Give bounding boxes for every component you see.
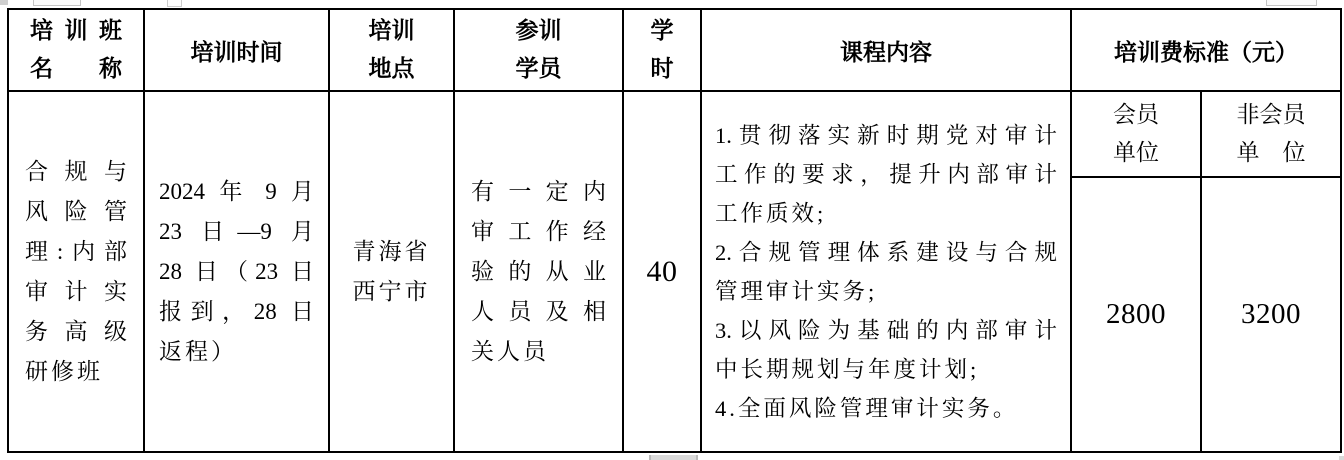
subheader-member-unit-label: 会员 单位 <box>1113 102 1159 165</box>
course-content-item: 3.以风险为基础的内部审计 中长期规划与年度计划; <box>715 317 1057 382</box>
fee-member-value: 2800 <box>1106 298 1166 330</box>
cell-course-content <box>702 92 1072 451</box>
cell-participants <box>455 92 624 451</box>
header-course-content <box>702 10 1072 92</box>
subheader-nonmember-unit-label: 非会员 单 位 <box>1236 102 1306 165</box>
cropped-ui-artifact <box>167 0 182 7</box>
header-training-location <box>330 10 455 92</box>
header-class-name-label: 培训班 名 称 <box>30 18 122 81</box>
class-hours-value: 40 <box>646 254 678 288</box>
training-course-table <box>7 8 1342 453</box>
header-course-content-label: 课程内容 <box>840 39 932 65</box>
header-training-time-label: 培训时间 <box>190 39 283 65</box>
participants-text: 有一定内 审工作经 验的从业 人员及相 关人员 <box>471 178 606 364</box>
subheader-nonmember-unit <box>1202 92 1340 178</box>
class-name-text: 合规与 风险管 理:内部 审计实 务高级 研修班 <box>25 158 127 384</box>
course-content-item: 4.全面风险管理审计实务。 <box>715 395 1019 421</box>
header-training-fee <box>1072 10 1340 92</box>
header-class-hours <box>624 10 702 92</box>
cropped-ui-artifact <box>1339 456 1344 460</box>
cell-class-name <box>9 92 145 451</box>
cell-fee-member <box>1072 178 1202 451</box>
cropped-ui-artifact <box>33 0 81 6</box>
training-time-text: 2024 年 9 月 23 日—9 月 28 日（23 日 报到，28 日 返程） <box>159 178 314 364</box>
header-training-fee-label: 培训费标准（元） <box>1114 39 1298 65</box>
header-training-location-label: 培训 地点 <box>368 18 415 81</box>
header-training-time <box>145 10 330 92</box>
fee-nonmember-value: 3200 <box>1241 298 1301 330</box>
cell-fee-nonmember <box>1202 178 1340 451</box>
header-class-name <box>9 10 145 92</box>
course-content-item: 2.合规管理体系建设与合规 管理审计实务; <box>715 239 1057 304</box>
subheader-member-unit <box>1072 92 1202 178</box>
header-participants <box>455 10 624 92</box>
cell-training-time <box>145 92 330 451</box>
course-content-item: 1.贯彻落实新时期党对审计 工作的要求，提升内部审计 工作质效; <box>715 122 1057 226</box>
cell-class-hours <box>624 92 702 451</box>
header-class-hours-label: 学 时 <box>650 18 674 81</box>
header-participants-label: 参训 学员 <box>515 18 562 81</box>
cropped-ui-artifact <box>0 0 8 5</box>
cropped-ui-artifact <box>1266 0 1317 6</box>
training-location-text: 青海省 西宁市 <box>352 238 431 304</box>
cropped-ui-artifact <box>649 455 698 460</box>
cell-training-location <box>330 92 455 451</box>
